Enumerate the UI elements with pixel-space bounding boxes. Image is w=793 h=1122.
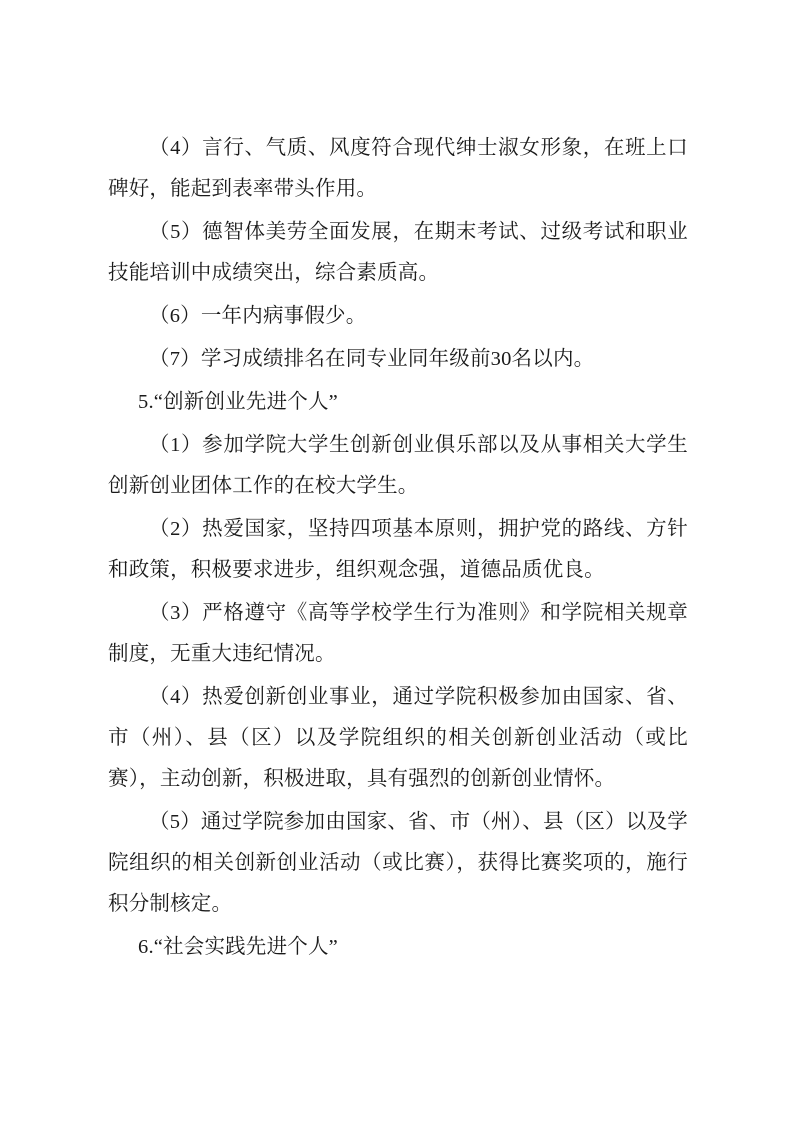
paragraph-item-6: （6）一年内病事假少。: [149, 305, 367, 327]
paragraph-5-item-5: （5）通过学院参加由国家、省、市（州）、县（区）以及学院组织的相关创新创业活动（或比赛），获得比赛奖项的，施行积分制核定。: [108, 811, 688, 915]
paragraph-item-5: （5）德智体美劳全面发展，在期末考试、过级考试和职业技能培训中成绩突出，综合素质高。: [108, 221, 688, 284]
document-body: [108, 128, 688, 970]
paragraph-item-7: （7）学习成绩排名在同专业同年级前30名以内。: [149, 348, 595, 370]
paragraph-5-item-4: （4）热爱创新创业事业，通过学院积极参加由国家、省、市（州）、县（区）以及学院组织的相关创新创业活动（或比赛），主动创新，积极进取，具有强烈的创新创业情怀。: [108, 686, 688, 790]
paragraph-item-4: （4）言行、气质、风度符合现代绅士淑女形象，在班上口碑好，能起到表率带头作用。: [108, 137, 688, 200]
paragraph-5-item-2: （2）热爱国家，坚持四项基本原则，拥护党的路线、方针和政策，积极要求进步，组织观念强，道德品质优良。: [108, 518, 688, 581]
paragraph-5-item-3: （3）严格遵守《高等学校学生行为准则》和学院相关规章制度，无重大违纪情况。: [108, 602, 688, 665]
paragraph-5-item-1: （1）参加学院大学生创新创业俱乐部以及从事相关大学生创新创业团体工作的在校大学生。: [108, 434, 688, 497]
heading-section-6: 6.“社会实践先进个人”: [138, 936, 338, 958]
heading-section-5: 5.“创新创业先进个人”: [138, 391, 338, 413]
